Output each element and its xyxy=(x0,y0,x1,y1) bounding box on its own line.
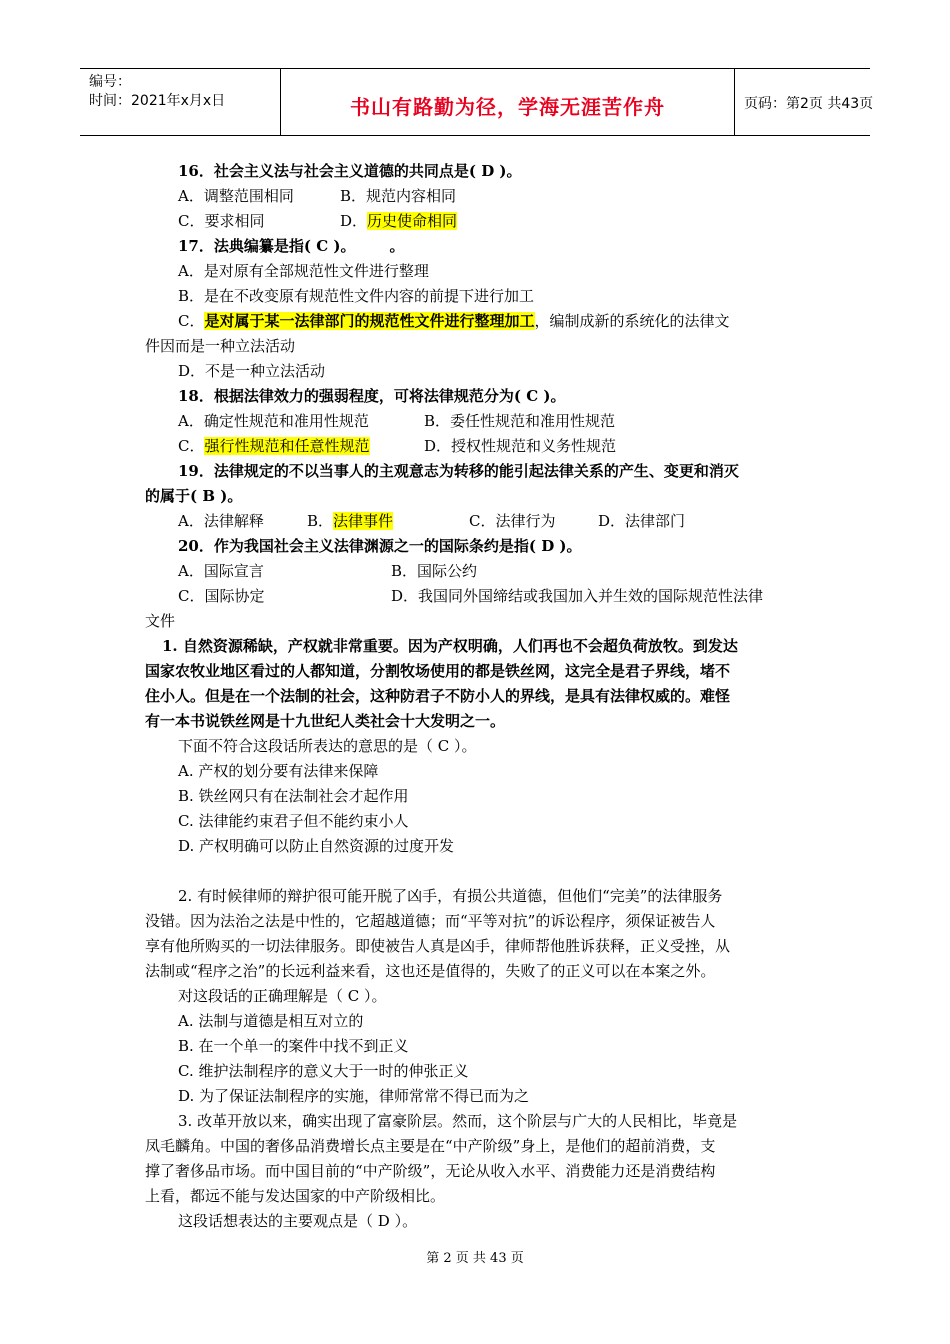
q17-option-b: B．是在不改变原有规范性文件内容的前提下进行加工 xyxy=(178,287,535,305)
p2-option-a: A. 法制与道德是相互对立的 xyxy=(178,1012,364,1030)
q18-option-c: C．强行性规范和任意性规范 xyxy=(178,437,370,455)
header-motto: 书山有路勤为径，学海无涯苦作舟 xyxy=(350,95,665,119)
p2-line: 没错。因为法治之法是中性的，它超越道德；而“平等对抗”的诉讼程序，须保证被告人 xyxy=(145,912,716,930)
page-header xyxy=(80,68,874,136)
q18-option-b: B．委任性规范和准用性规范 xyxy=(424,412,616,430)
q20-option-a: A．国际宣言 xyxy=(178,562,264,580)
p2-option-b: B. 在一个单一的案件中找不到正义 xyxy=(178,1037,409,1055)
p3-line: 3. 改革开放以来，确实出现了富豪阶层。然而，这个阶层与广大的人民相比，毕竟是 xyxy=(178,1112,738,1130)
p2-option-c: C. 维护法制程序的意义大于一时的伸张正义 xyxy=(178,1062,469,1080)
p1-option-c: C. 法律能约束君子但不能约束小人 xyxy=(178,812,409,830)
q18-option-d: D．授权性规范和义务性规范 xyxy=(424,437,617,455)
q18-option-a: A．确定性规范和准用性规范 xyxy=(178,412,369,430)
q19-stem: 19．法律规定的不以当事人的主观意志为转移的能引起法律关系的产生、变更和消灭 xyxy=(178,462,739,480)
header-page-cell xyxy=(734,69,874,135)
q19-option-c: C．法律行为 xyxy=(469,512,556,530)
q16-stem: 16．社会主义法与社会主义道德的共同点是( D )。 xyxy=(178,162,522,180)
q20-option-d: D．我国同外国缔结或我国加入并生效的国际规范性法律 xyxy=(391,587,764,605)
q17-option-d: D．不是一种立法活动 xyxy=(178,362,326,380)
q16-answer-highlight: 历史使命相同 xyxy=(367,212,458,230)
p1-option-b: B. 铁丝网只有在法制社会才起作用 xyxy=(178,787,409,805)
q16-option-b: B．规范内容相同 xyxy=(340,187,457,205)
p3-question: 这段话想表达的主要观点是（ D ）。 xyxy=(178,1212,418,1230)
p2-line: 2. 有时候律师的辩护很可能开脱了凶手，有损公共道德，但他们“完美”的法律服务 xyxy=(178,887,723,905)
p2-line: 法制或“程序之治”的长远利益来看，这也还是值得的，失败了的正义可以在本案之外。 xyxy=(145,962,716,980)
header-meta xyxy=(80,69,280,135)
q16-option-a: A．调整范围相同 xyxy=(178,187,294,205)
p2-option-d: D. 为了保证法制程序的实施，律师常常不得已而为之 xyxy=(178,1087,530,1105)
doc-number-label: 编号： xyxy=(89,74,131,90)
p3-line: 上看，都远不能与发达国家的中产阶级相比。 xyxy=(145,1187,446,1205)
p1-option-d: D. 产权明确可以防止自然资源的过度开发 xyxy=(178,837,455,855)
q17-stem: 17．法典编纂是指( C )。 。 xyxy=(178,237,405,255)
q19-option-b: B．法律事件 xyxy=(307,512,394,530)
p1-line: 1. 自然资源稀缺，产权就非常重要。因为产权明确，人们再也不会超负荷放牧。到发达 xyxy=(162,637,738,655)
header-page-info: 页码：第2页 共43页 xyxy=(744,96,874,112)
p2-question: 对这段话的正确理解是（ C ）。 xyxy=(178,987,387,1005)
doc-time-label: 时间：2021年x月x日 xyxy=(89,93,226,109)
q17-option-c-cont: 件因而是一种立法活动 xyxy=(145,337,296,355)
q20-option-b: B．国际公约 xyxy=(391,562,478,580)
p1-line: 有一本书说铁丝网是十九世纪人类社会十大发明之一。 xyxy=(145,712,506,730)
p2-line: 享有他所购买的一切法律服务。即使被告人真是凶手，律师帮他胜诉获释，正义受挫，从 xyxy=(145,937,731,955)
q17-answer-highlight: 是对属于某一法律部门的规范性文件进行整理加工 xyxy=(204,312,535,330)
q17-option-c: C．是对属于某一法律部门的规范性文件进行整理加工，编制成新的系统化的法律文 xyxy=(178,312,730,330)
q20-stem: 20．作为我国社会主义法律渊源之一的国际条约是指( D )。 xyxy=(178,537,582,555)
q19-answer-highlight: 法律事件 xyxy=(333,512,394,530)
q16-option-d: D．历史使命相同 xyxy=(340,212,458,230)
q18-answer-highlight: 强行性规范和任意性规范 xyxy=(204,437,370,455)
p1-question: 下面不符合这段话所表达的意思的是（ C ）。 xyxy=(178,737,477,755)
page-footer: 第 2 页 共 43 页 xyxy=(426,1251,524,1266)
q19-stem-cont: 的属于( B )。 xyxy=(145,487,243,505)
p1-line: 住小人。但是在一个法制的社会，这种防君子不防小人的界线，是具有法律权威的。难怪 xyxy=(145,687,731,705)
q19-option-a: A．法律解释 xyxy=(178,512,264,530)
q17-option-a: A．是对原有全部规范性文件进行整理 xyxy=(178,262,429,280)
q18-stem: 18．根据法律效力的强弱程度，可将法律规范分为( C )。 xyxy=(178,387,566,405)
p3-line: 撑了奢侈品市场。而中国目前的“中产阶级”，无论从收入水平、消费能力还是消费结构 xyxy=(145,1162,716,1180)
q19-option-d: D．法律部门 xyxy=(598,512,686,530)
q20-option-c: C．国际协定 xyxy=(178,587,265,605)
p1-line: 国家农牧业地区看过的人都知道，分割牧场使用的都是铁丝网，这完全是君子界线，堵不 xyxy=(145,662,731,680)
header-motto-cell xyxy=(280,69,735,135)
q16-option-c: C．要求相同 xyxy=(178,212,265,230)
p1-option-a: A. 产权的划分要有法律来保障 xyxy=(178,762,379,780)
p3-line: 凤毛麟角。中国的奢侈品消费增长点主要是在“中产阶级”身上，是他们的超前消费，支 xyxy=(145,1137,716,1155)
q20-option-d-cont: 文件 xyxy=(145,612,176,630)
